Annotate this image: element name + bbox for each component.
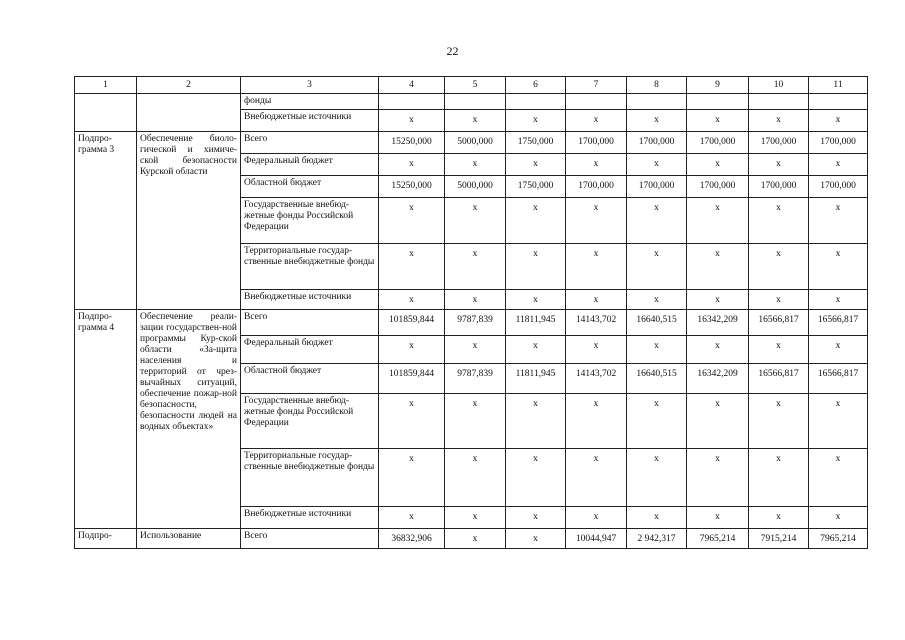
value-cell: x [445, 336, 506, 364]
value-cell: 16566,817 [749, 310, 809, 336]
funding-source: фонды [241, 94, 379, 110]
subprogram-title: Использование [137, 529, 241, 549]
value-cell: x [506, 529, 566, 549]
value-cell: x [379, 110, 445, 132]
value-cell: x [627, 198, 687, 244]
subprogram-name: Подпро-грамма 4 [75, 310, 137, 529]
funding-source: Федеральный бюджет [241, 154, 379, 176]
value-cell: 16342,209 [687, 364, 749, 394]
value-cell: 9787,839 [445, 310, 506, 336]
value-cell: x [809, 110, 868, 132]
value-cell: x [566, 507, 627, 529]
value-cell: 5000,000 [445, 132, 506, 154]
value-cell: 1700,000 [687, 176, 749, 198]
value-cell: 1700,000 [809, 176, 868, 198]
value-cell: 101859,844 [379, 364, 445, 394]
value-cell: x [506, 449, 566, 507]
value-cell: 1750,000 [506, 132, 566, 154]
value-cell: x [749, 507, 809, 529]
header-cell: 1 [75, 77, 137, 94]
value-cell: x [445, 110, 506, 132]
value-cell [627, 94, 687, 110]
value-cell: 15250,000 [379, 176, 445, 198]
header-cell: 11 [809, 77, 868, 94]
value-cell: x [627, 290, 687, 310]
value-cell [506, 94, 566, 110]
value-cell: x [749, 394, 809, 449]
value-cell: x [445, 529, 506, 549]
page-number: 22 [446, 44, 459, 58]
header-cell: 7 [566, 77, 627, 94]
value-cell: x [379, 290, 445, 310]
value-cell: x [445, 507, 506, 529]
value-cell: 7915,214 [749, 529, 809, 549]
value-cell: x [749, 336, 809, 364]
value-cell: x [627, 110, 687, 132]
value-cell: x [809, 198, 868, 244]
value-cell: x [379, 198, 445, 244]
subprogram-name [75, 94, 137, 132]
value-cell: x [566, 154, 627, 176]
value-cell: 1700,000 [566, 132, 627, 154]
value-cell: 1700,000 [687, 132, 749, 154]
value-cell: 7965,214 [809, 529, 868, 549]
subprogram-title [137, 94, 241, 132]
value-cell [809, 94, 868, 110]
value-cell: x [687, 507, 749, 529]
funding-source: Всего [241, 132, 379, 154]
value-cell: x [566, 394, 627, 449]
value-cell: x [687, 336, 749, 364]
value-cell: x [379, 244, 445, 290]
value-cell: x [809, 394, 868, 449]
value-cell: x [379, 154, 445, 176]
value-cell: x [379, 394, 445, 449]
table-row [75, 94, 868, 110]
value-cell: x [627, 154, 687, 176]
value-cell: x [379, 449, 445, 507]
value-cell: x [506, 154, 566, 176]
value-cell: 1700,000 [627, 176, 687, 198]
value-cell: x [687, 449, 749, 507]
value-cell: x [506, 244, 566, 290]
value-cell: x [506, 198, 566, 244]
table-row [75, 529, 868, 549]
value-cell: 15250,000 [379, 132, 445, 154]
value-cell: x [445, 244, 506, 290]
value-cell: x [445, 154, 506, 176]
value-cell [566, 94, 627, 110]
value-cell: x [809, 290, 868, 310]
value-cell: x [809, 154, 868, 176]
value-cell: 1700,000 [627, 132, 687, 154]
value-cell: 11811,945 [506, 364, 566, 394]
value-cell [445, 94, 506, 110]
value-cell: x [566, 198, 627, 244]
funding-source: Внебюджетные источники [241, 507, 379, 529]
header-cell: 2 [137, 77, 241, 94]
value-cell: 1700,000 [749, 132, 809, 154]
value-cell: x [687, 290, 749, 310]
subprogram-name: Подпро-грамма 3 [75, 132, 137, 310]
funding-source: Федеральный бюджет [241, 336, 379, 364]
value-cell: x [506, 507, 566, 529]
value-cell: 16640,515 [627, 364, 687, 394]
value-cell: x [506, 110, 566, 132]
funding-source: Государственные внебюд-жетные фонды Российской Федерации [241, 394, 379, 449]
value-cell: x [627, 449, 687, 507]
value-cell: x [566, 244, 627, 290]
value-cell: x [445, 290, 506, 310]
value-cell: x [749, 244, 809, 290]
value-cell: 16640,515 [627, 310, 687, 336]
funding-source: Всего [241, 310, 379, 336]
value-cell: 1750,000 [506, 176, 566, 198]
value-cell: x [445, 449, 506, 507]
value-cell: 16566,817 [749, 364, 809, 394]
value-cell: x [445, 198, 506, 244]
value-cell: 14143,702 [566, 364, 627, 394]
value-cell: x [627, 507, 687, 529]
value-cell: x [749, 290, 809, 310]
budget-table [74, 76, 868, 549]
value-cell: 11811,945 [506, 310, 566, 336]
value-cell [687, 94, 749, 110]
header-cell: 4 [379, 77, 445, 94]
header-cell: 8 [627, 77, 687, 94]
subprogram-title: Обеспечение биоло-гической и химиче-ской безопасности Курской области [137, 132, 241, 310]
funding-source: Территориальные государ-ственные внебюджетные фонды [241, 244, 379, 290]
value-cell: x [506, 336, 566, 364]
value-cell: x [445, 394, 506, 449]
value-cell: 10044,947 [566, 529, 627, 549]
funding-source: Областной бюджет [241, 364, 379, 394]
value-cell: x [627, 244, 687, 290]
value-cell: x [506, 394, 566, 449]
value-cell: x [687, 154, 749, 176]
header-cell: 3 [241, 77, 379, 94]
funding-source: Территориальные государ-ственные внебюджетные фонды [241, 449, 379, 507]
value-cell: 16566,817 [809, 364, 868, 394]
value-cell: 5000,000 [445, 176, 506, 198]
value-cell: x [749, 449, 809, 507]
value-cell: 2 942,317 [627, 529, 687, 549]
value-cell: x [566, 290, 627, 310]
header-cell: 9 [687, 77, 749, 94]
funding-source: Государственные внебюд-жетные фонды Российской Федерации [241, 198, 379, 244]
value-cell: x [749, 154, 809, 176]
header-row [75, 77, 868, 94]
value-cell: 16566,817 [809, 310, 868, 336]
value-cell: 14143,702 [566, 310, 627, 336]
value-cell: x [506, 290, 566, 310]
funding-source: Внебюджетные источники [241, 290, 379, 310]
subprogram-title: Обеспечение реали-зации государствен-ной программы Кур-ской области «За-щита населения и территорий от чрез-вычайных ситуаций, обеспечение пожар-ной безопасности, безопасности людей на водных объектах» [137, 310, 241, 529]
value-cell: x [809, 507, 868, 529]
value-cell: 7965,214 [687, 529, 749, 549]
value-cell: 9787,839 [445, 364, 506, 394]
value-cell: x [379, 507, 445, 529]
funding-source: Внебюджетные источники [241, 110, 379, 132]
value-cell: x [809, 244, 868, 290]
value-cell: 16342,209 [687, 310, 749, 336]
value-cell [749, 94, 809, 110]
value-cell: x [687, 244, 749, 290]
funding-source: Областной бюджет [241, 176, 379, 198]
value-cell: x [809, 449, 868, 507]
table-row [75, 132, 868, 154]
value-cell: x [627, 336, 687, 364]
value-cell: x [687, 198, 749, 244]
header-cell: 6 [506, 77, 566, 94]
value-cell: x [687, 110, 749, 132]
table-row [75, 310, 868, 336]
subprogram-name: Подпро- [75, 529, 137, 549]
value-cell: x [379, 336, 445, 364]
header-cell: 10 [749, 77, 809, 94]
value-cell: 1700,000 [749, 176, 809, 198]
value-cell: 1700,000 [809, 132, 868, 154]
value-cell: x [749, 198, 809, 244]
value-cell: 36832,906 [379, 529, 445, 549]
value-cell: x [566, 336, 627, 364]
header-cell: 5 [445, 77, 506, 94]
value-cell: 1700,000 [566, 176, 627, 198]
funding-source: Всего [241, 529, 379, 549]
value-cell: x [687, 394, 749, 449]
value-cell: x [749, 110, 809, 132]
value-cell: x [627, 394, 687, 449]
value-cell: x [809, 336, 868, 364]
value-cell [379, 94, 445, 110]
value-cell: x [566, 449, 627, 507]
value-cell: x [566, 110, 627, 132]
value-cell: 101859,844 [379, 310, 445, 336]
